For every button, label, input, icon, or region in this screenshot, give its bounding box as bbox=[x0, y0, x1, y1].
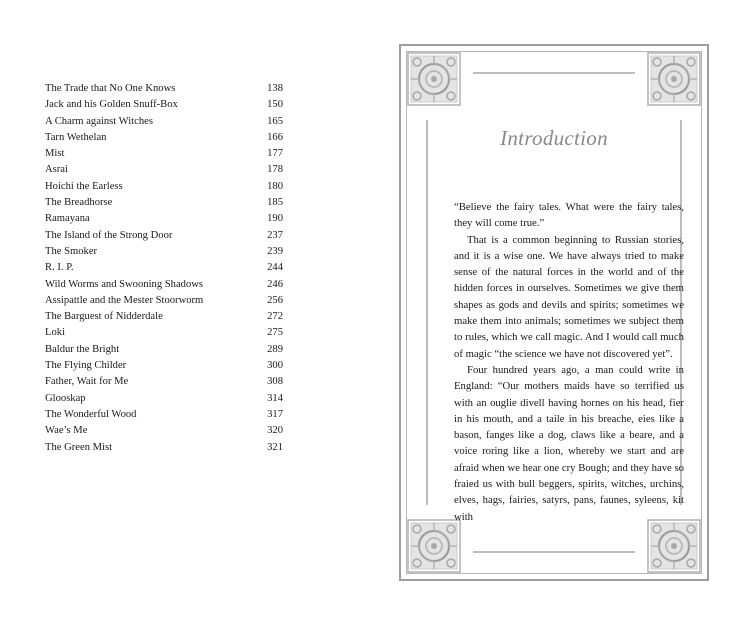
toc-entry-page: 275 bbox=[267, 327, 283, 339]
toc-entry-title: Asrai bbox=[45, 164, 68, 176]
introduction-title: Introduction bbox=[500, 126, 608, 150]
toc-entry bbox=[45, 195, 283, 211]
toc-entry-page: 300 bbox=[267, 360, 283, 372]
toc-entry bbox=[45, 277, 283, 293]
introduction-body bbox=[454, 199, 684, 525]
toc-entry bbox=[45, 309, 283, 325]
toc-entry bbox=[45, 97, 283, 113]
ornament-corner-icon bbox=[407, 519, 461, 573]
toc-entry-page: 314 bbox=[267, 392, 283, 404]
paragraph: That is a common beginning to Russian stories, and it is a wise one. We have always tried to make sense of the natural forces in the world and of the hidden forces in ourselves. Sometimes we give them shapes as gods and devils and spirits; sometimes we make them into animals; sometimes we subject them to rules, which we call magic. And I would call much of magic “the science we have not discovered yet”. bbox=[454, 233, 684, 360]
paragraph: “Believe the fairy tales. What were the fairy tales, they will come true.” bbox=[454, 201, 684, 230]
toc-entry-page: 165 bbox=[267, 115, 283, 127]
toc-entry-page: 244 bbox=[267, 262, 283, 274]
toc-entry-title: Loki bbox=[45, 327, 66, 339]
toc-entry-title: Glooskap bbox=[45, 392, 86, 404]
toc-entry-title: Hoichi the Earless bbox=[45, 180, 123, 192]
toc-entry bbox=[45, 211, 283, 227]
toc-entry-page: 150 bbox=[267, 99, 283, 111]
frame-rule-left bbox=[426, 120, 428, 505]
toc-entry-page: 320 bbox=[267, 425, 283, 437]
toc-entry-title: Wild Worms and Swooning Shadows bbox=[45, 278, 204, 290]
toc-entry bbox=[45, 162, 283, 178]
toc-entry-title: Mist bbox=[45, 148, 65, 160]
toc-entry bbox=[45, 391, 283, 407]
toc-entry-title: Assipattle and the Mester Stoorworm bbox=[45, 294, 204, 306]
toc-entry-title: The Green Mist bbox=[45, 441, 113, 453]
toc-entry-title: The Breadhorse bbox=[45, 197, 113, 209]
toc-entry-page: 166 bbox=[267, 131, 283, 143]
toc-entry bbox=[45, 146, 283, 162]
toc-entry-page: 239 bbox=[267, 245, 283, 257]
toc-entry bbox=[45, 423, 283, 439]
table-of-contents bbox=[45, 81, 283, 456]
toc-entry-title: The Trade that No One Knows bbox=[45, 83, 176, 94]
toc-entry-page: 321 bbox=[267, 441, 283, 453]
toc-entry-title: Tarn Wethelan bbox=[45, 131, 107, 143]
toc-entry-title: Baldur the Bright bbox=[45, 343, 120, 355]
toc-entry-page: 256 bbox=[267, 294, 283, 306]
toc-entry-page: 272 bbox=[267, 311, 283, 323]
toc-entry-title: R. I. P. bbox=[45, 262, 74, 274]
toc-entry-title: Wae’s Me bbox=[45, 425, 88, 437]
toc-entry-title: Jack and his Golden Snuff-Box bbox=[45, 99, 178, 111]
toc-entry bbox=[45, 130, 283, 146]
toc-entry-title: The Wonderful Wood bbox=[45, 408, 137, 420]
toc-entry bbox=[45, 179, 283, 195]
frame-rule-bottom bbox=[473, 551, 635, 553]
toc-entry-page: 190 bbox=[267, 213, 283, 225]
toc-entry-title: The Island of the Strong Door bbox=[45, 229, 173, 241]
toc-entry-title: The Flying Childer bbox=[45, 360, 127, 372]
toc-entry-page: 317 bbox=[267, 408, 283, 420]
toc-entry-page: 180 bbox=[267, 180, 283, 192]
toc-entry-page: 308 bbox=[267, 376, 283, 388]
toc-entry bbox=[45, 260, 283, 276]
toc-entry bbox=[45, 342, 283, 358]
toc-entry-page: 177 bbox=[267, 148, 283, 160]
toc-entry-title: The Smoker bbox=[45, 245, 98, 257]
ornament-corner-icon bbox=[647, 519, 701, 573]
toc-entry-title: The Barguest of Nidderdale bbox=[45, 311, 163, 323]
toc-entry-page: 289 bbox=[267, 343, 283, 355]
ornament-corner-icon bbox=[647, 52, 701, 106]
frame-rule-top bbox=[473, 72, 635, 74]
toc-entry bbox=[45, 407, 283, 423]
toc-entry bbox=[45, 228, 283, 244]
toc-entry bbox=[45, 81, 283, 97]
toc-entry-page: 185 bbox=[267, 197, 283, 209]
toc-entry-page: 237 bbox=[267, 229, 283, 241]
toc-entry bbox=[45, 325, 283, 341]
toc-entry bbox=[45, 358, 283, 374]
ornament-corner-icon bbox=[407, 52, 461, 106]
toc-entry bbox=[45, 374, 283, 390]
toc-entry bbox=[45, 114, 283, 130]
toc-entry-title: Ramayana bbox=[45, 213, 90, 225]
toc-entry bbox=[45, 293, 283, 309]
toc-entry-page: 246 bbox=[267, 278, 283, 290]
toc-entry-page: 178 bbox=[267, 164, 283, 176]
toc-entry bbox=[45, 440, 283, 456]
toc-entry bbox=[45, 244, 283, 260]
toc-entry-title: A Charm against Witches bbox=[45, 115, 153, 127]
introduction-page bbox=[399, 44, 709, 581]
paragraph: Four hundred years ago, a man could write in England: “Our mothers maids have so terrified us with an ouglie divell having hornes on his head, fier in his mouth, and a taile in his breache, eies like a bason, fanges like a dog, claws like a beare, and a voice roring like a lion, whereby we start and are afraid when we hear one cry Bough; and they have so fraied us with bull beggers, spirits, witches, urchins, elves, hags, fairies, satyrs, pans, faunes, syleens, kit with bbox=[454, 363, 684, 523]
toc-entry-page: 138 bbox=[267, 83, 283, 94]
toc-entry-title: Father, Wait for Me bbox=[45, 376, 129, 388]
